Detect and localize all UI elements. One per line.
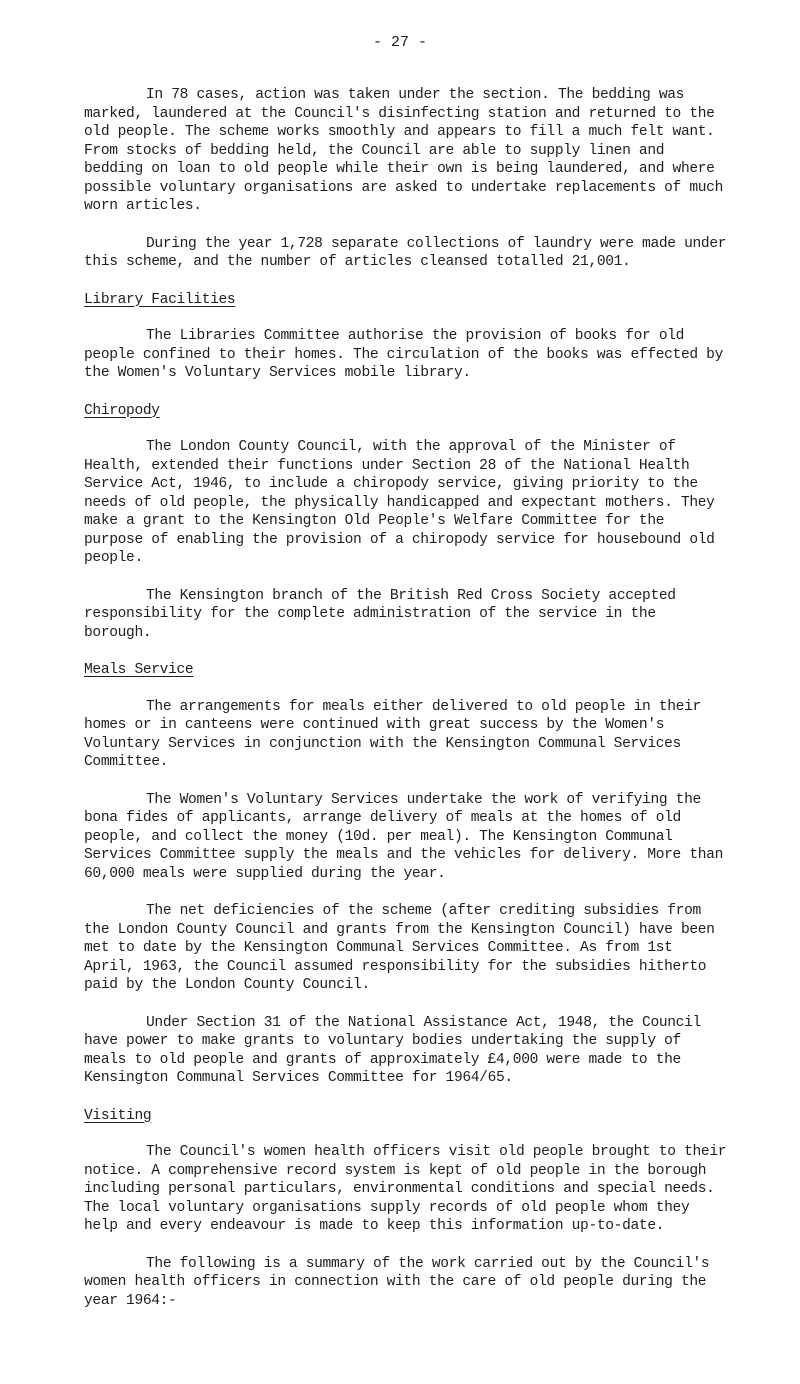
section-paragraph: The Kensington branch of the British Red Cross Society accepted responsibility for the complete administration of the service in the borough.	[84, 587, 676, 641]
section-heading: Visiting	[84, 1107, 152, 1124]
section-meals-service	[84, 661, 728, 1088]
section-paragraph: The Women's Voluntary Services undertake the work of verifying the bona fides of applicants, arrange delivery of meals at the homes of old people, and collect the money (10d. per meal). The Kensington Communal Services Committee supply the meals and the vehicles for delivery. More than 60,000 meals were supplied during the year.	[84, 791, 723, 882]
section-heading: Chiropody	[84, 402, 160, 419]
page-content	[84, 86, 728, 1329]
intro-paragraph: In 78 cases, action was taken under the section. The bedding was marked, laundered at the Council's disinfecting station and returned to the old people. The scheme works smoothly and appears to fill a much felt want. From stocks of bedding held, the Council are able to supply linen and bedding on loan to old people while their own is being laundered, and where possible voluntary organisations are asked to undertake replacements of much worn articles.	[84, 87, 723, 214]
section-paragraph: The London County Council, with the approval of the Minister of Health, extended their functions under Section 28 of the National Health Service Act, 1946, to include a chiropody service, giving priority to the needs of old people, the physically handicapped and expectant mothers. They make a grant to the Kensington Old People's Welfare Committee for the purpose of enabling the provision of a chiropody service for housebound old people.	[84, 439, 715, 566]
intro-paragraph: During the year 1,728 separate collections of laundry were made under this scheme, and the number of articles cleansed totalled 21,001.	[84, 235, 727, 270]
section-paragraph: The net deficiencies of the scheme (after crediting subsidies from the London County Council and grants from the Kensington Council) have been met to date by the Kensington Communal Services Committee. As from 1st April, 1963, the Council assumed responsibility for the subsidies hitherto paid by the London County Council.	[84, 903, 715, 993]
section-paragraph: The Council's women health officers visit old people brought to their notice. A comprehensive record system is kept of old people in the borough including personal particulars, environmental conditions and special needs. The local voluntary organisations supply records of old people whom they help and every endeavour is made to keep this information up-to-date.	[84, 1144, 727, 1234]
section-heading: Library Facilities	[84, 291, 236, 308]
section-paragraph: Under Section 31 of the National Assistance Act, 1948, the Council have power to make grants to voluntary bodies undertaking the supply of meals to old people and grants of approximately £4,000 were made to the Kensington Communal Services Committee for 1964/65.	[84, 1014, 701, 1086]
section-library-facilities	[84, 291, 728, 383]
section-heading: Meals Service	[84, 662, 194, 678]
section-visiting	[84, 1107, 728, 1311]
section-chiropody	[84, 402, 728, 643]
section-paragraph: The arrangements for meals either delivered to old people in their homes or in canteens were continued with great success by the Women's Voluntary Services in conjunction with the Kensington Communal Services Committee.	[84, 698, 701, 770]
section-paragraph: The following is a summary of the work carried out by the Council's women health officers in connection with the care of old people during the year 1964:-	[84, 1255, 710, 1309]
section-paragraph: The Libraries Committee authorise the provision of books for old people confined to their homes. The circulation of the books was effected by the Women's Voluntary Services mobile library.	[84, 328, 723, 381]
page-number: - 27 -	[372, 34, 427, 51]
